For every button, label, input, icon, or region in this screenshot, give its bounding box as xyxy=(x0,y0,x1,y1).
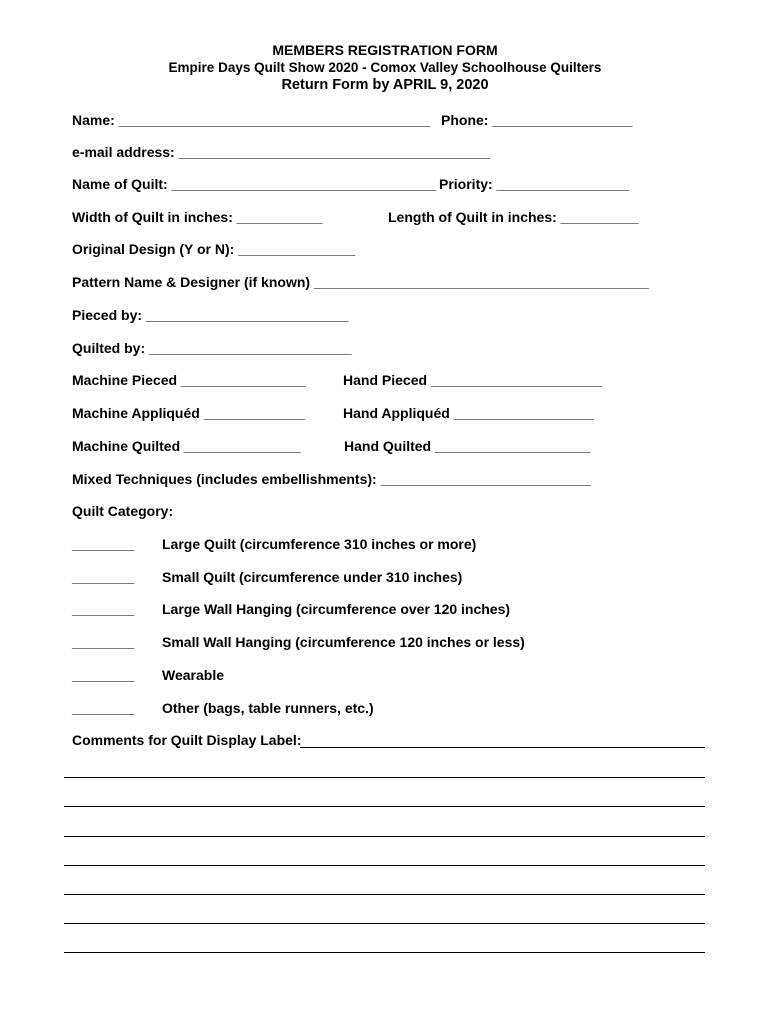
width-field[interactable]: Width of Quilt in inches: ___________ xyxy=(72,209,323,225)
quilted-by-field[interactable]: Quilted by: __________________________ xyxy=(72,340,352,356)
comments-line[interactable] xyxy=(64,923,705,924)
category-blank-wearable[interactable]: ________ xyxy=(72,667,135,683)
hand-pieced-field[interactable]: Hand Pieced ______________________ xyxy=(343,372,603,388)
machine-applique-field[interactable]: Machine Appliquéd _____________ xyxy=(72,405,305,421)
form-subtitle: Empire Days Quilt Show 2020 - Comox Valley Schoolhouse Quilters xyxy=(168,60,602,75)
category-blank-large-wall[interactable]: ________ xyxy=(72,601,135,617)
comments-line[interactable] xyxy=(64,952,705,953)
phone-field[interactable]: Phone: __________________ xyxy=(441,112,633,128)
original-design-field[interactable]: Original Design (Y or N): _______________ xyxy=(72,241,355,257)
comments-line[interactable] xyxy=(64,836,705,837)
category-blank-small-wall[interactable]: ________ xyxy=(72,634,135,650)
category-option-other: Other (bags, table runners, etc.) xyxy=(162,700,374,716)
comments-line[interactable] xyxy=(64,777,705,778)
category-option-large-wall: Large Wall Hanging (circumference over 120 inches) xyxy=(162,601,511,617)
category-option-wearable: Wearable xyxy=(162,667,224,683)
category-blank-large-quilt[interactable]: ________ xyxy=(72,536,135,552)
category-option-small-wall: Small Wall Hanging (circumference 120 inches or less) xyxy=(162,634,525,650)
comments-line[interactable] xyxy=(64,806,705,807)
hand-quilted-field[interactable]: Hand Quilted ____________________ xyxy=(344,438,591,454)
form-title: MEMBERS REGISTRATION FORM xyxy=(272,42,498,58)
length-field[interactable]: Length of Quilt in inches: __________ xyxy=(388,209,639,225)
category-heading: Quilt Category: xyxy=(72,503,174,519)
mixed-techniques-field[interactable]: Mixed Techniques (includes embellishments): ___________________________ xyxy=(72,471,591,487)
machine-pieced-field[interactable]: Machine Pieced ________________ xyxy=(72,372,306,388)
name-field[interactable]: Name: ________________________________________ xyxy=(72,112,431,128)
category-option-large-quilt: Large Quilt (circumference 310 inches or more) xyxy=(162,536,477,552)
comments-label: Comments for Quilt Display Label: xyxy=(72,732,302,748)
comments-line-first[interactable] xyxy=(300,747,705,748)
category-blank-small-quilt[interactable]: ________ xyxy=(72,569,135,585)
pieced-by-field[interactable]: Pieced by: __________________________ xyxy=(72,307,349,323)
pattern-field[interactable]: Pattern Name & Designer (if known) ___________________________________________ xyxy=(72,274,649,290)
comments-line[interactable] xyxy=(64,865,705,866)
category-blank-other[interactable]: ________ xyxy=(72,700,135,716)
return-deadline: Return Form by APRIL 9, 2020 xyxy=(281,77,489,93)
quilt-name-field[interactable]: Name of Quilt: __________________________________ xyxy=(72,176,437,192)
priority-field[interactable]: Priority: _________________ xyxy=(439,176,629,192)
category-option-small-quilt: Small Quilt (circumference under 310 inches) xyxy=(162,569,463,585)
comments-line[interactable] xyxy=(64,894,705,895)
hand-applique-field[interactable]: Hand Appliquéd __________________ xyxy=(343,405,594,421)
machine-quilted-field[interactable]: Machine Quilted _______________ xyxy=(72,438,301,454)
email-field[interactable]: e-mail address: ________________________________________ xyxy=(72,144,491,160)
